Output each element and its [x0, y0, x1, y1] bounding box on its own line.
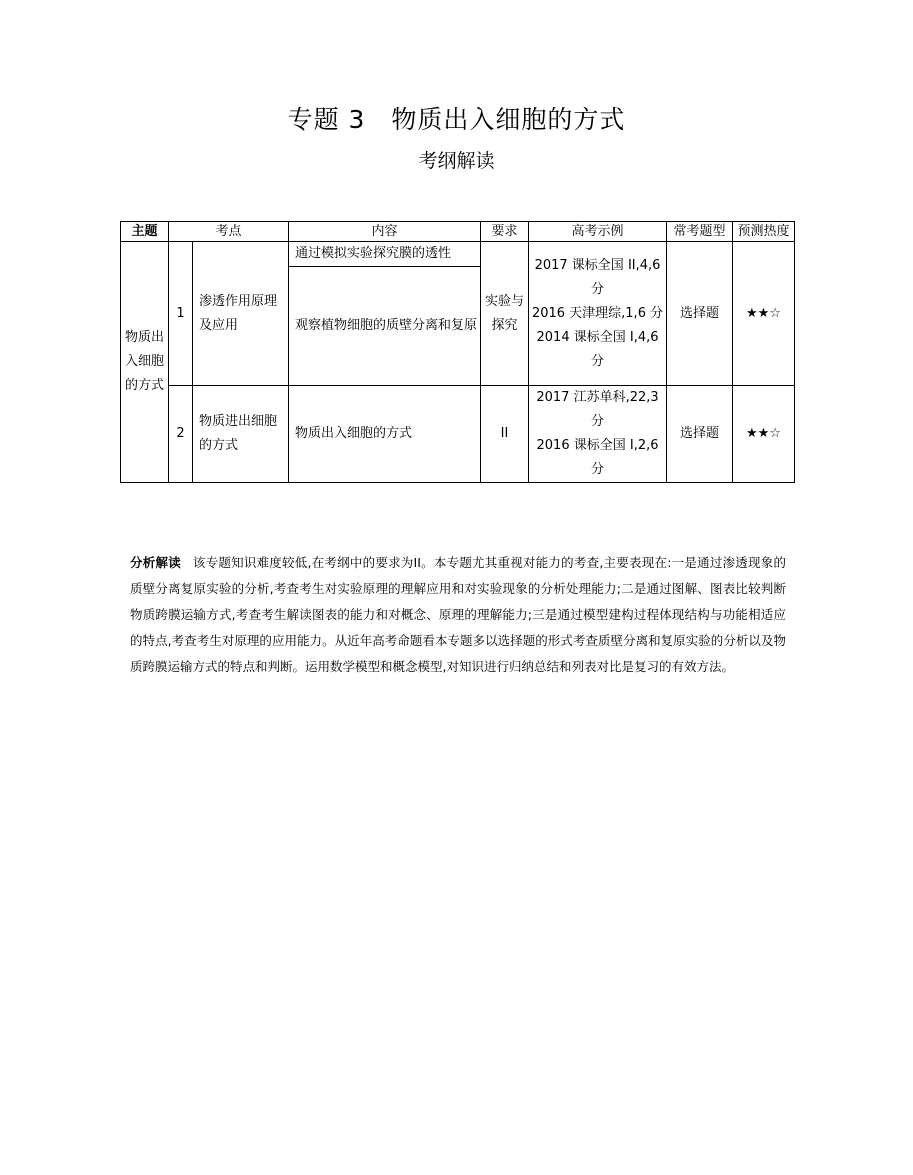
table-header-row [121, 222, 795, 242]
example-item: 2016 天津理综,1,6 分 [531, 305, 664, 321]
table-row [121, 386, 795, 483]
example-item: 2014 课标全国 I,4,6 分 [536, 329, 659, 369]
header-type: 常考题型 [667, 222, 733, 242]
examples-cell [529, 242, 667, 386]
header-examples: 高考示例 [529, 222, 667, 242]
analysis-text: 该专题知识难度较低,在考纲中的要求为II。本专题尤其重视对能力的考查,主要表现在:一是通过渗透现象的质壁分离复原实验的分析,考查考生对实验原理的理解应用和对实验现象的分析处理能力;二是通过图解、图表比较判断物质跨膜运输方式,考查考生解读图表的能力和对概念、原理的理解能力;三是通过模型建构过程体现结构与功能相适应的特点,考查考生对原理的应用能力。从近年高考命题看本专题多以选择题的形式考查质壁分离和复原实验的分析以及物质跨膜运输方式的特点和判断。运用数学模型和概念模型,对知识进行归纳总结和列表对比是复习的有效方法。 [130, 555, 786, 674]
example-item: 2016 课标全国 I,2,6 分 [536, 438, 659, 477]
example-item: 2017 江苏单科,22,3 分 [536, 390, 659, 429]
question-type: 选择题 [667, 242, 733, 386]
content-cell: 通过模拟实验探究膜的透性 [289, 242, 481, 267]
content-cell: 观察植物细胞的质壁分离和复原 [289, 267, 481, 386]
analysis-paragraph [130, 550, 786, 680]
header-heat: 预测热度 [733, 222, 795, 242]
page-subtitle: 考纲解读 [418, 150, 495, 172]
requirement-cell: 实验与探究 [481, 242, 529, 386]
table-row [121, 242, 795, 267]
page-title: 专题 3 物质出入细胞的方式 [287, 105, 626, 134]
header-requirement: 要求 [481, 222, 529, 242]
question-type: 选择题 [667, 386, 733, 483]
exam-point: 渗透作用原理及应用 [193, 242, 289, 386]
row-number: 2 [169, 386, 193, 483]
example-item: 2017 课标全国 II,4,6 分 [534, 257, 661, 297]
row-number: 1 [169, 242, 193, 386]
heat-stars: ★★☆ [733, 386, 795, 483]
analysis-heading: 分析解读 [130, 555, 181, 570]
syllabus-table [120, 221, 795, 483]
exam-point: 物质进出细胞的方式 [193, 386, 289, 483]
header-point: 考点 [169, 222, 289, 242]
requirement-cell: II [481, 386, 529, 483]
examples-cell [529, 386, 667, 483]
content-cell: 物质出入细胞的方式 [289, 386, 481, 483]
header-theme: 主题 [121, 222, 169, 242]
header-content: 内容 [289, 222, 481, 242]
heat-stars: ★★☆ [733, 242, 795, 386]
theme-cell: 物质出入细胞的方式 [121, 242, 169, 483]
